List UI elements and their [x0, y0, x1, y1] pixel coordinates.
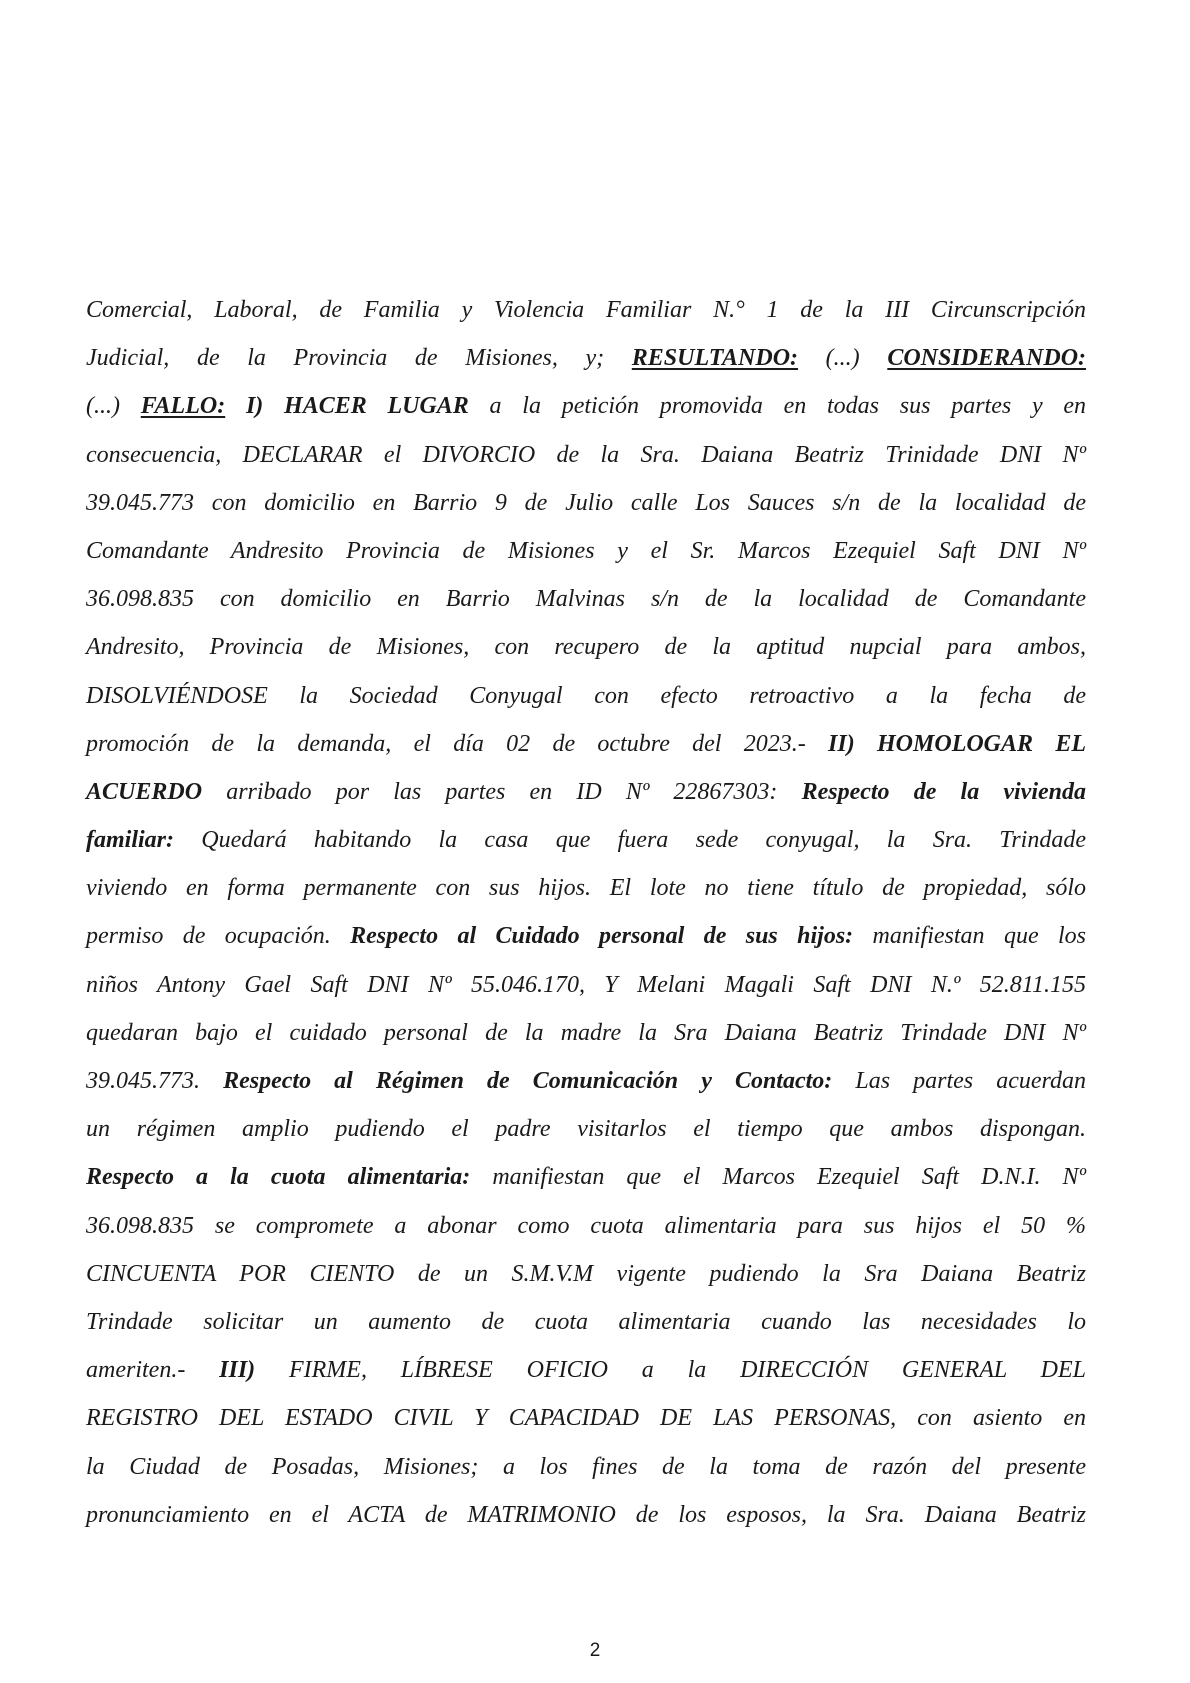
regimen-heading: Respecto al Régimen de Comunicación y Contacto: — [223, 1068, 833, 1094]
text-line: niños Antony Gael Saft DNI Nº 55.046.170, Y Melani Magali Saft DNI N.º 52.811.155 — [86, 971, 1086, 998]
text-line: promoción de la demanda, el día 02 de octubre del 2023.- II) HOMOLOGAR EL — [86, 730, 1086, 757]
text-line: DISOLVIÉNDOSE la Sociedad Conyugal con efecto retroactivo a la fecha de — [86, 682, 1086, 709]
clause-ii-continued: ACUERDO — [86, 778, 203, 805]
text-line: (...) FALLO: I) HACER LUGAR a la petición promovida en todas sus partes y en — [86, 393, 1086, 420]
text-line: ameriten.- III) FIRME, LÍBRESE OFICIO a la DIRECCIÓN GENERAL DEL — [86, 1357, 1086, 1384]
text-line: 36.098.835 se compromete a abonar como cuota alimentaria para sus hijos el 50 % — [86, 1212, 1086, 1239]
text-line: viviendo en forma permanente con sus hijos. El lote no tiene título de propiedad, sólo — [86, 875, 1086, 902]
text-line: CINCUENTA POR CIENTO de un S.M.V.M vigente pudiendo la Sra Daiana Beatriz — [86, 1260, 1086, 1287]
clause-iii: III) — [219, 1357, 256, 1384]
text-line: 39.045.773 con domicilio en Barrio 9 de Julio calle Los Sauces s/n de la localidad de — [86, 489, 1086, 516]
cuidado-heading: Respecto al Cuidado personal de sus hijos: — [350, 923, 854, 950]
text-line: familiar: Quedará habitando la casa que fuera sede conyugal, la Sra. Trindade — [86, 827, 1086, 854]
text-line: quedaran bajo el cuidado personal de la madre la Sra Daiana Beatriz Trindade DNI Nº — [86, 1019, 1086, 1046]
vivienda-heading-continued: familiar: — [86, 827, 174, 854]
resultando-heading: RESULTANDO: — [631, 345, 799, 372]
text-line: REGISTRO DEL ESTADO CIVIL Y CAPACIDAD DE LAS PERSONAS, con asiento en — [86, 1405, 1086, 1432]
text-line: ACUERDO arribado por las partes en ID Nº 22867303: Respecto de la vivienda — [86, 778, 1086, 805]
text-line: Trindade solicitar un aumento de cuota alimentaria cuando las necesidades lo — [86, 1308, 1086, 1335]
clause-i: I) HACER LUGAR — [225, 393, 469, 420]
text-line: un régimen amplio pudiendo el padre visitarlos el tiempo que ambos dispongan. — [86, 1116, 1086, 1143]
cuota-heading: Respecto a la cuota alimentaria: — [86, 1164, 471, 1191]
resolution-paragraph — [86, 286, 1086, 1539]
clause-ii: II) HOMOLOGAR EL — [828, 730, 1086, 757]
text-line: Judicial, de la Provincia de Misiones, y; RESULTANDO: (...) CONSIDERANDO: — [86, 345, 1087, 372]
text-line: Comandante Andresito Provincia de Misiones y el Sr. Marcos Ezequiel Saft DNI Nº — [86, 537, 1086, 564]
text-line: pronunciamiento en el ACTA de MATRIMONIO de los esposos, la Sra. Daiana Beatriz — [86, 1501, 1086, 1528]
text-line: 36.098.835 con domicilio en Barrio Malvinas s/n de la localidad de Comandante — [86, 586, 1086, 613]
vivienda-heading: Respecto de la vivienda — [801, 778, 1086, 805]
text-line: la Ciudad de Posadas, Misiones; a los fines de la toma de razón del presente — [86, 1453, 1086, 1480]
page-number: 2 — [589, 1640, 601, 1661]
text-line: consecuencia, DECLARAR el DIVORCIO de la Sra. Daiana Beatriz Trinidade DNI Nº — [86, 441, 1086, 468]
text-line: Andresito, Provincia de Misiones, con recupero de la aptitud nupcial para ambos, — [86, 634, 1086, 661]
fallo-heading: FALLO: — [140, 393, 226, 420]
considerando-heading: CONSIDERANDO: — [887, 345, 1087, 372]
text-line: Respecto a la cuota alimentaria: manifiestan que el Marcos Ezequiel Saft D.N.I. Nº — [86, 1164, 1086, 1191]
text-line: 39.045.773. Respecto al Régimen de Comunicación y Contacto: Las partes acuerdan — [86, 1068, 1086, 1094]
text-line: permiso de ocupación. Respecto al Cuidado personal de sus hijos: manifiestan que los — [86, 923, 1086, 950]
text-line: Comercial, Laboral, de Familia y Violencia Familiar N.° 1 de la III Circunscripción — [86, 297, 1086, 323]
